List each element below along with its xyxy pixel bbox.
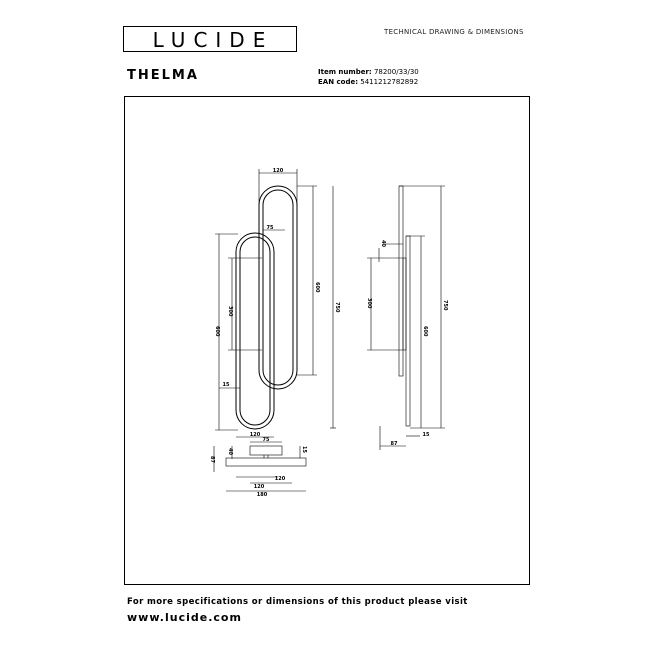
dim-bottom-87: 87 [209, 456, 215, 463]
dim-front-height-left: 600 [214, 326, 220, 337]
dim-bottom-180: 180 [256, 492, 268, 498]
dim-bottom-120-left: 120 [253, 484, 265, 490]
dim-side-height-750: 750 [442, 300, 448, 311]
brand-logo-text: LUCIDE [152, 28, 274, 52]
dim-front-height-300: 300 [227, 306, 233, 317]
product-name: THELMA [127, 68, 199, 83]
footer-note: For more specifications or dimensions of this product please visit [127, 597, 468, 607]
document-type: TECHNICAL DRAWING & DIMENSIONS [384, 28, 524, 36]
dim-side-bar: 15 [422, 432, 430, 438]
item-number-label: Item number: [318, 68, 372, 76]
dim-side-height-300: 300 [366, 298, 372, 309]
dim-bottom-40: 40 [227, 448, 233, 455]
dim-front-width-bottom: 120 [249, 432, 261, 438]
dim-front-bar: 15 [222, 382, 230, 388]
dim-side-depth-top: 40 [380, 240, 386, 247]
dim-side-height-600: 600 [422, 326, 428, 337]
item-number-value: 78200/33/30 [373, 68, 419, 76]
front-loop-back [259, 186, 297, 389]
ean-code-value: 5411212782892 [360, 78, 419, 86]
footer-website-link[interactable]: www.lucide.com [127, 611, 242, 624]
ean-code-label: EAN code: [318, 78, 359, 86]
dim-side-depth-bottom: 87 [390, 441, 398, 447]
dim-front-width-top: 120 [272, 168, 284, 174]
dim-bottom-75: 75 [262, 437, 270, 443]
dim-front-height-600: 600 [314, 282, 320, 293]
dim-bottom-15: 15 [301, 446, 307, 453]
dim-bottom-120-right: 120 [274, 476, 286, 482]
front-loop-front [236, 233, 274, 429]
dim-front-height-750: 750 [334, 302, 340, 313]
dim-front-inner-width: 75 [266, 225, 274, 231]
